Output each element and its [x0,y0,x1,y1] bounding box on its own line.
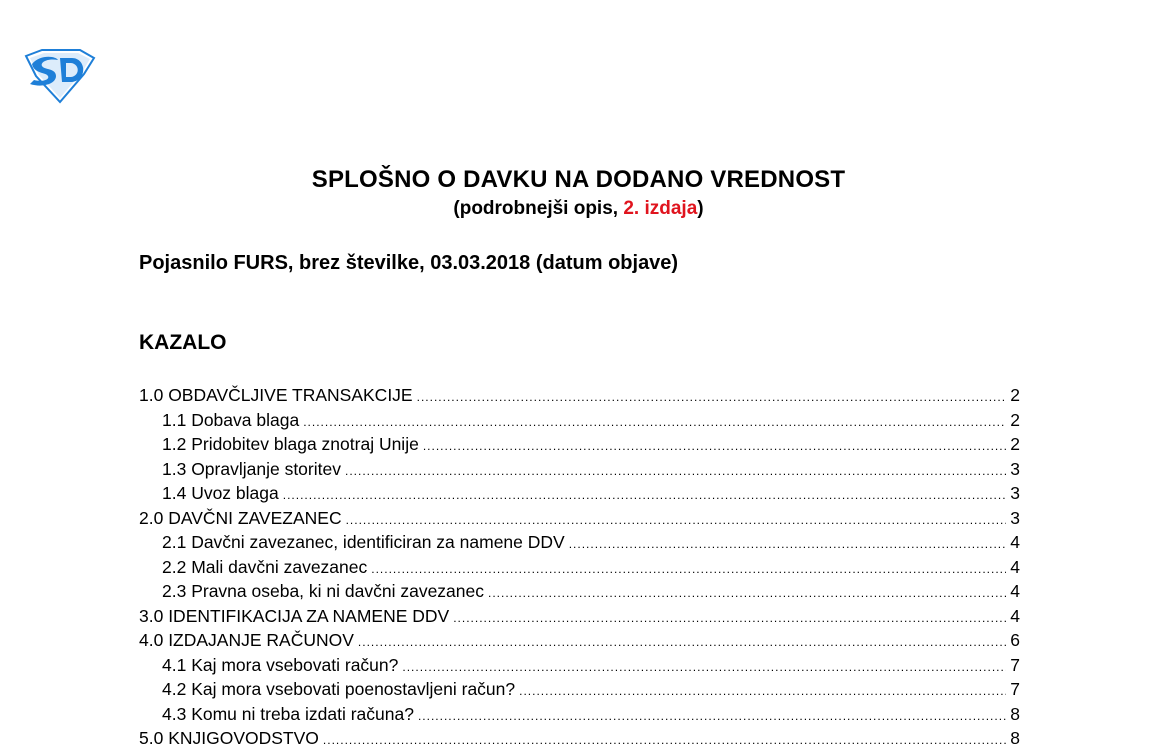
toc-entry-label: 2.1 Davčni zavezanec, identificiran za namene DDV [162,532,565,552]
toc-entry[interactable] [139,655,1020,680]
toc-leader-dots [569,537,1007,551]
toc-entry[interactable] [139,704,1020,729]
toc-entry-label: 2.0 DAVČNI ZAVEZANEC [139,507,342,528]
toc-entry-page: 4 [1010,605,1020,626]
toc-entry[interactable] [139,508,1020,533]
toc-entry-label: 1.0 OBDAVČLJIVE TRANSAKCIJE [139,385,413,405]
toc-entry-page: 4 [1010,556,1020,577]
toc-leader-dots [346,513,1007,527]
company-logo [22,48,96,104]
toc-leader-dots [417,390,1007,404]
table-of-contents [139,385,1020,753]
toc-entry-page: 8 [1010,703,1020,724]
toc-leader-dots [423,439,1006,453]
toc-entry-page: 3 [1010,458,1020,479]
toc-entry[interactable] [139,606,1020,631]
toc-entry[interactable] [139,434,1020,459]
document-title: SPLOŠNO O DAVKU NA DODANO VREDNOST [311,166,846,193]
toc-entry-label: 4.3 Komu ni treba izdati računa? [162,703,414,724]
toc-entry-page: 8 [1010,728,1020,748]
toc-entry-page: 3 [1010,507,1020,528]
toc-entry-page: 7 [1010,654,1020,675]
toc-leader-dots [418,709,1006,723]
toc-entry-label: 5.0 KNJIGOVODSTVO [139,728,319,748]
toc-entry-label: 2.3 Pravna oseba, ki ni davčni zavezanec [162,581,484,601]
toc-entry-page: 4 [1010,532,1020,552]
toc-leader-dots [519,684,1006,698]
toc-leader-dots [488,586,1006,600]
toc-leader-dots [283,488,1007,502]
toc-entry-label: 1.4 Uvoz blaga [162,483,279,503]
toc-entry-label: 2.2 Mali davčni zavezanec [162,556,368,577]
toc-entry-label: 1.1 Dobava blaga [162,409,300,430]
toc-entry[interactable] [139,483,1020,508]
document-reference: Pojasnilo FURS, brez številke, 03.03.2018 (datum objave) [139,252,679,274]
subtitle-prefix: (podrobnejši opis, [453,198,624,219]
toc-entry-page: 2 [1010,409,1020,430]
toc-entry[interactable] [139,630,1020,655]
toc-entry[interactable] [139,532,1020,557]
toc-entry[interactable] [139,410,1020,435]
toc-entry-label: 4.2 Kaj mora vsebovati poenostavljeni račun? [162,679,516,699]
toc-leader-dots [323,733,1006,747]
toc-entry-label: 3.0 IDENTIFIKACIJA ZA NAMENE DDV [139,605,450,626]
toc-leader-dots [303,415,1006,429]
toc-leader-dots [402,660,1006,674]
toc-entry-page: 7 [1010,679,1020,699]
toc-entry-page: 4 [1010,581,1020,601]
shield-logo-icon [22,48,96,104]
toc-heading: KAZALO [139,331,227,354]
edition-label: 2. izdaja [623,198,698,219]
toc-entry-label: 4.1 Kaj mora vsebovati račun? [162,654,399,675]
toc-leader-dots [371,562,1006,576]
toc-entry-label: 4.0 IZDAJANJE RAČUNOV [139,630,354,650]
toc-leader-dots [453,611,1006,625]
toc-entry-page: 3 [1010,483,1020,503]
toc-entry[interactable] [139,728,1020,753]
toc-entry-label: 1.2 Pridobitev blaga znotraj Unije [162,434,419,454]
toc-leader-dots [358,635,1006,649]
toc-entry[interactable] [139,557,1020,582]
toc-entry[interactable] [139,385,1020,410]
toc-entry-page: 6 [1010,630,1020,650]
toc-entry[interactable] [139,679,1020,704]
toc-entry-label: 1.3 Opravljanje storitev [162,458,341,479]
document-subtitle [0,198,1157,220]
toc-entry[interactable] [139,581,1020,606]
toc-entry-page: 2 [1010,385,1020,405]
toc-entry[interactable] [139,459,1020,484]
toc-leader-dots [345,464,1006,478]
toc-entry-page: 2 [1010,434,1020,454]
subtitle-suffix: ) [697,198,704,219]
